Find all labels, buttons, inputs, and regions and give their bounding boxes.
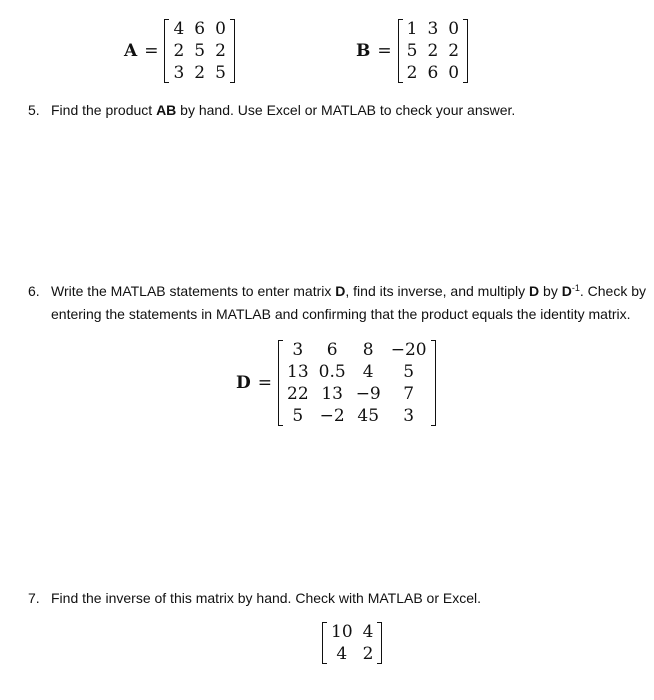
matrix-cell: 3 — [292, 340, 304, 360]
matrix-cell: 3 — [427, 19, 439, 39]
equals-sign: = — [144, 41, 159, 61]
problem-7-matrix-equation — [322, 621, 382, 665]
matrix-row — [282, 339, 432, 361]
superscript: -1 — [571, 283, 580, 293]
matrix-cell: 3 — [403, 406, 415, 426]
matrix-b-equation — [356, 18, 468, 84]
matrix-cell: 2 — [194, 63, 206, 83]
text-run: , find its inverse, and multiply — [345, 283, 530, 299]
matrix-cell: 2 — [406, 63, 418, 83]
matrix-cell: 0 — [448, 19, 460, 39]
bold-term: D — [561, 283, 572, 299]
problem-number: 5. — [28, 102, 40, 118]
matrix-row — [282, 361, 432, 383]
text-run: by hand. Use Excel or MATLAB to check your answer. — [176, 102, 516, 118]
matrix-cell: 2 — [427, 41, 439, 61]
matrix-row — [168, 18, 230, 40]
matrix-cell: 7 — [403, 384, 415, 404]
problem-6 — [28, 280, 648, 326]
problem-6-text — [51, 280, 648, 326]
matrix-row — [326, 621, 378, 643]
matrix-cell: 6 — [326, 340, 338, 360]
matrix-cell: 45 — [357, 406, 380, 426]
matrix-d-equation — [236, 339, 436, 427]
matrix-cell: 10 — [331, 622, 353, 642]
bold-term: D — [335, 283, 346, 299]
bold-term: AB — [156, 102, 177, 118]
problem-5-text — [51, 99, 648, 122]
matrix-row — [282, 405, 432, 427]
matrix-cell: 5 — [406, 41, 418, 61]
matrix-cell: 0 — [215, 19, 226, 39]
problem-7-text: Find the inverse of this matrix by hand. Check with MATLAB or Excel. — [51, 590, 482, 606]
matrix-cell: 3 — [173, 63, 185, 83]
problem-5 — [28, 99, 648, 122]
problem-7 — [28, 587, 648, 610]
problem-number: 6. — [28, 283, 40, 299]
matrix-cell: 5 — [194, 41, 206, 61]
matrix-cell: 2 — [362, 644, 374, 664]
matrix-cell: 6 — [427, 63, 439, 83]
matrix-b — [398, 18, 468, 84]
matrix-row — [402, 18, 464, 40]
matrix-row — [168, 40, 230, 62]
matrix-row — [326, 643, 378, 665]
matrix-row — [402, 40, 464, 62]
matrix-cell: 8 — [362, 340, 374, 360]
matrix-a — [164, 18, 234, 84]
matrix-b-label: B — [356, 41, 371, 61]
matrix-cell: 2 — [448, 41, 460, 61]
matrix-a-label: A — [124, 41, 138, 61]
matrix-cell: −9 — [355, 384, 381, 404]
matrix-cell: 13 — [321, 384, 343, 404]
matrix-cell: 2 — [173, 41, 185, 61]
matrix-cell: 0 — [448, 63, 460, 83]
matrix-cell: 0.5 — [318, 362, 346, 382]
text-run: by — [539, 283, 562, 299]
matrix-cell: −20 — [390, 340, 427, 360]
matrix-cell: 13 — [287, 362, 309, 382]
matrix-row — [282, 383, 432, 405]
matrix-cell: 4 — [173, 19, 185, 39]
matrix-cell: 4 — [336, 644, 348, 664]
problem-7-matrix — [322, 621, 382, 665]
problem-number: 7. — [28, 590, 40, 606]
matrix-row — [168, 62, 230, 84]
equals-sign: = — [377, 41, 392, 61]
matrix-cell: 4 — [362, 362, 374, 382]
matrix-a-equation — [124, 18, 235, 84]
matrix-cell: −2 — [319, 406, 345, 426]
matrix-d — [278, 339, 436, 427]
bold-term: D — [529, 283, 540, 299]
text-run: Write the MATLAB statements to enter matrix — [51, 283, 336, 299]
matrix-cell: 2 — [215, 41, 226, 61]
matrix-cell: 5 — [292, 406, 304, 426]
matrix-cell: 1 — [406, 19, 418, 39]
matrix-d-label: D — [236, 373, 251, 393]
matrix-cell: 4 — [362, 622, 374, 642]
equals-sign: = — [257, 373, 272, 393]
text-run: Find the product — [51, 102, 157, 118]
matrix-cell: 5 — [215, 63, 226, 83]
matrix-cell: 22 — [287, 384, 309, 404]
matrix-cell: 6 — [194, 19, 206, 39]
matrix-row — [402, 62, 464, 84]
matrix-cell: 5 — [403, 362, 415, 382]
text-run: . Check by entering the statements in MATLAB and confirming that the product equals the identity matrix. — [51, 283, 646, 322]
